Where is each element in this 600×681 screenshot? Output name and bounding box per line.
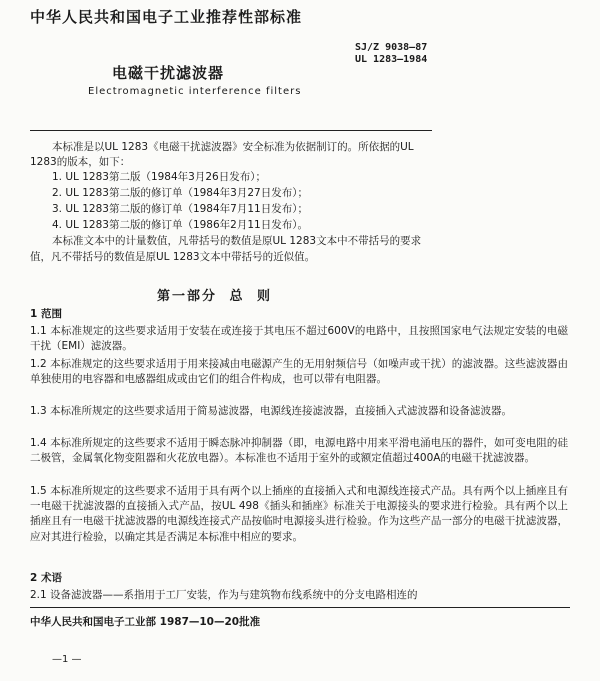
section-2-title: 2 术语 <box>30 572 62 584</box>
section-1-title: 1 范围 <box>30 308 62 320</box>
document-title-english: Electromagnetic interference filters <box>88 86 302 97</box>
clause-1-3: 1.3 本标准所规定的这些要求适用于简易滤波器，电源线连接滤波器，直接插入式滤波器和设备滤波器。 <box>30 405 513 417</box>
document-title-chinese: 电磁干扰滤波器 <box>112 64 225 82</box>
standard-code <box>355 42 427 66</box>
intro-note-line-2: 值，凡不带括号的数值是原UL 1283文本中带括号的近似值。 <box>30 251 316 263</box>
intro-line-1: 本标准是以UL 1283《电磁干扰滤波器》安全标准为依据制订的。所依据的UL <box>52 141 414 153</box>
approval-line: 中华人民共和国电子工业部 1987—10—20批准 <box>30 616 261 628</box>
version-item-4: 4. UL 1283第二版的修订单（1986年2月11日发布）。 <box>52 219 308 231</box>
clause-1-1: 1.1 本标准规定的这些要求适用于安装在或连接于其电压不超过600V的电路中，且按照国家电气法规定安装的电磁干扰（EMI）滤波器。 <box>30 325 568 353</box>
standard-code-ul: UL 1283—1984 <box>355 54 428 65</box>
standard-category-header: 中华人民共和国电子工业推荐性部标准 <box>30 8 303 26</box>
intro-note-line-1: 本标准文本中的计量数值，凡带括号的数值是原UL 1283文本中不带括号的要求 <box>52 235 422 247</box>
part-heading: 第一部分 总 则 <box>157 289 273 304</box>
clause-2-1: 2.1 设备滤波器——系指用于工厂安装，作为与建筑物布线系统中的分支电路相连的 <box>30 589 418 601</box>
footer-divider <box>30 607 570 608</box>
title-divider <box>30 130 432 131</box>
intro-line-2: 1283的版本，如下： <box>30 156 131 168</box>
standard-code-sj: SJ/Z 9038—87 <box>355 42 428 53</box>
page-number: —1 — <box>52 654 82 665</box>
version-item-1: 1. UL 1283第二版（1984年3月26日发布）； <box>52 171 266 183</box>
clause-1-2: 1.2 本标准规定的这些要求适用于用来接减由电磁源产生的无用射频信号（如噪声或干扰）的滤波器。这些滤波器由单独使用的电容器和电感器组成或由它们的组合件构成，也可以带有电阻器。 <box>30 358 568 386</box>
clause-1-4: 1.4 本标准所规定的这些要求不适用于瞬态脉冲抑制器（即，电源电路中用来平滑电涌电压的器件，如可变电阻的硅二极管，金属氧化物变阻器和火花放电器）。本标准也不适用于室外的或额定值超过400A的电磁干扰滤波器。 <box>30 437 568 465</box>
version-item-3: 3. UL 1283第二版的修订单（1984年7月11日发布）； <box>52 203 308 215</box>
clause-1-5: 1.5 本标准所规定的这些要求不适用于具有两个以上插座的直接插入式和电源线连接式产品。具有两个以上插座且有一电磁干扰滤波器的直接插入式产品，按UL 498《插头和插座》标准关于电源接头的要求进行检验。具有两个以上插座且有一电磁干扰滤波器的电源线连接式产品按临时电源接头进行检验。作为这些产品一部分的电磁干扰滤波器，应对其进行检验，以确定其是否满足本标准中相应的要求。 <box>30 485 568 543</box>
version-item-2: 2. UL 1283第二版的修订单（1984年3月27日发布）； <box>52 187 308 199</box>
